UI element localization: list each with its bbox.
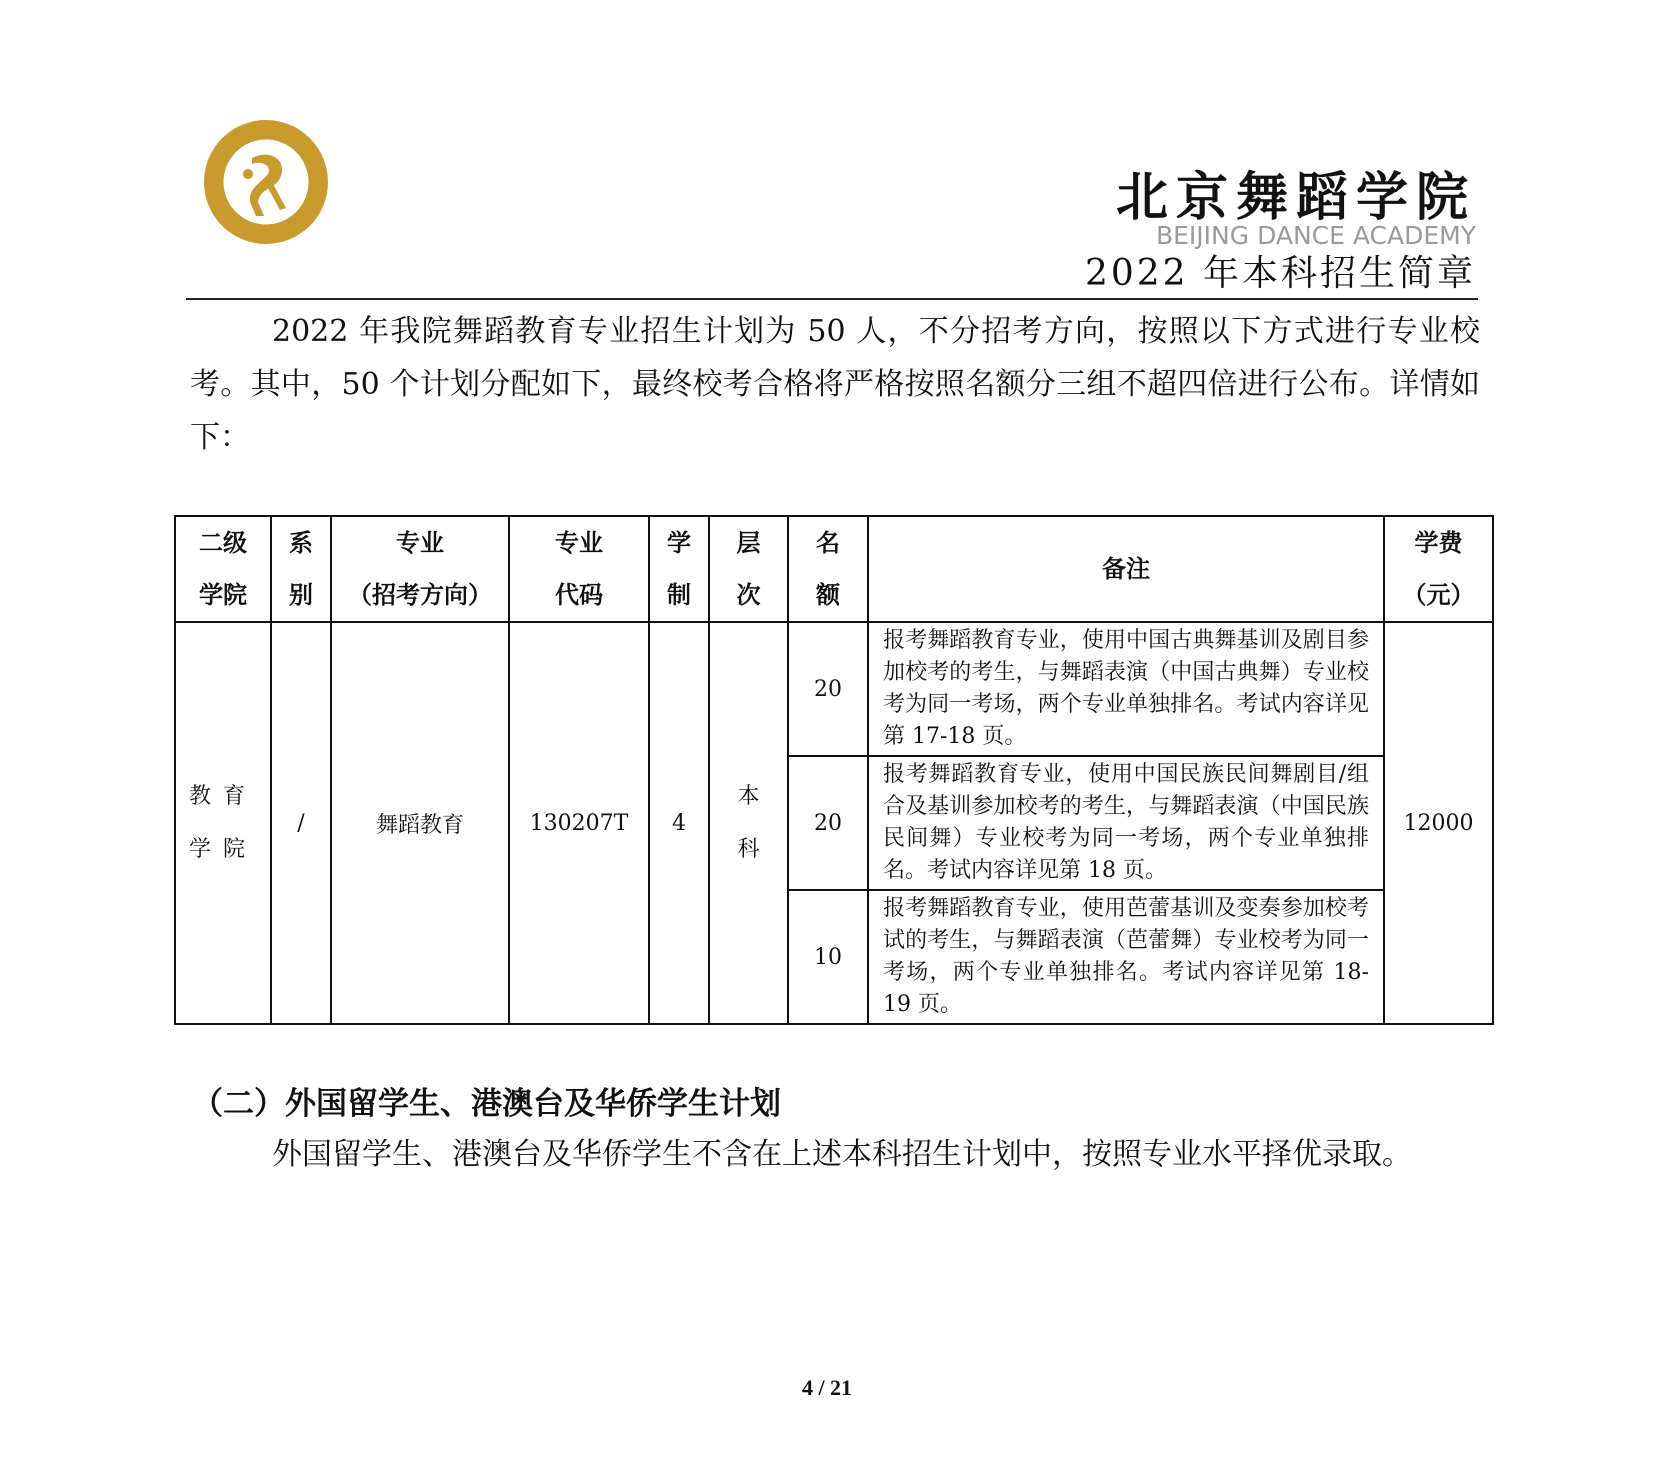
brand-block: [1085, 168, 1476, 296]
cell-note: 报考舞蹈教育专业，使用中国古典舞基训及剧目参加校考的考生，与舞蹈表演（中国古典舞）专业校考为同一考场，两个专业单独排名。考试内容详见第 17-18 页。: [868, 622, 1384, 756]
cell-note: 报考舞蹈教育专业，使用中国民族民间舞剧目/组合及基训参加校考的考生，与舞蹈表演（中国民族民间舞）专业校考为同一考场，两个专业单独排名。考试内容详见第 18 页。: [868, 756, 1384, 890]
cell-quota: 20: [788, 622, 868, 756]
cell-college: 教育 学院: [175, 622, 271, 1024]
header-notes: 备注: [868, 516, 1384, 622]
cell-major: 舞蹈教育: [331, 622, 509, 1024]
header-years: 学 制: [649, 516, 709, 622]
brand-name-en: BEIJING DANCE ACADEMY: [1155, 221, 1476, 250]
cell-note: 报考舞蹈教育专业，使用芭蕾基训及变奏参加校考试的考生，与舞蹈表演（芭蕾舞）专业校考为同一考场，两个专业单独排名。考试内容详见第 18-19 页。: [868, 890, 1384, 1024]
header-fee: 学费 （元）: [1384, 516, 1493, 622]
document-subtitle: 2022 年本科招生简章: [1084, 253, 1476, 294]
section-paragraph: 外国留学生、港澳台及华侨学生不含在上述本科招生计划中，按照专业水平择优录取。: [272, 1137, 1412, 1172]
academy-seal-icon: [202, 118, 330, 246]
header-quota: 名 额: [788, 516, 868, 622]
table-header-row: [175, 516, 1493, 622]
cell-code: 130207T: [509, 622, 649, 1024]
header-college: 二级 学院: [175, 516, 271, 622]
header-dept: 系 别: [271, 516, 331, 622]
cell-quota: 10: [788, 890, 868, 1024]
header-code: 专业 代码: [509, 516, 649, 622]
cell-level: 本 科: [709, 622, 788, 1024]
table-row: [175, 622, 1493, 756]
section-heading: （二）外国留学生、港澳台及华侨学生计划: [192, 1086, 781, 1122]
intro-paragraph: 2022 年我院舞蹈教育专业招生计划为 50 人，不分招考方向，按照以下方式进行专业校考。其中，50 个计划分配如下，最终校考合格将严格按照名额分三组不超四倍进行公布。详情如下：: [190, 314, 1480, 455]
header-level: 层 次: [709, 516, 788, 622]
header-divider: [186, 298, 1478, 300]
enrollment-plan-table: [174, 515, 1494, 1025]
page-number: 4 / 21: [801, 1375, 853, 1400]
header-major: 专业 （招考方向）: [331, 516, 509, 622]
cell-years: 4: [649, 622, 709, 1024]
cell-fee: 12000: [1384, 622, 1493, 1024]
cell-dept: /: [271, 622, 331, 1024]
cell-quota: 20: [788, 756, 868, 890]
brand-name-cn: 北京舞蹈学院: [1115, 167, 1476, 228]
